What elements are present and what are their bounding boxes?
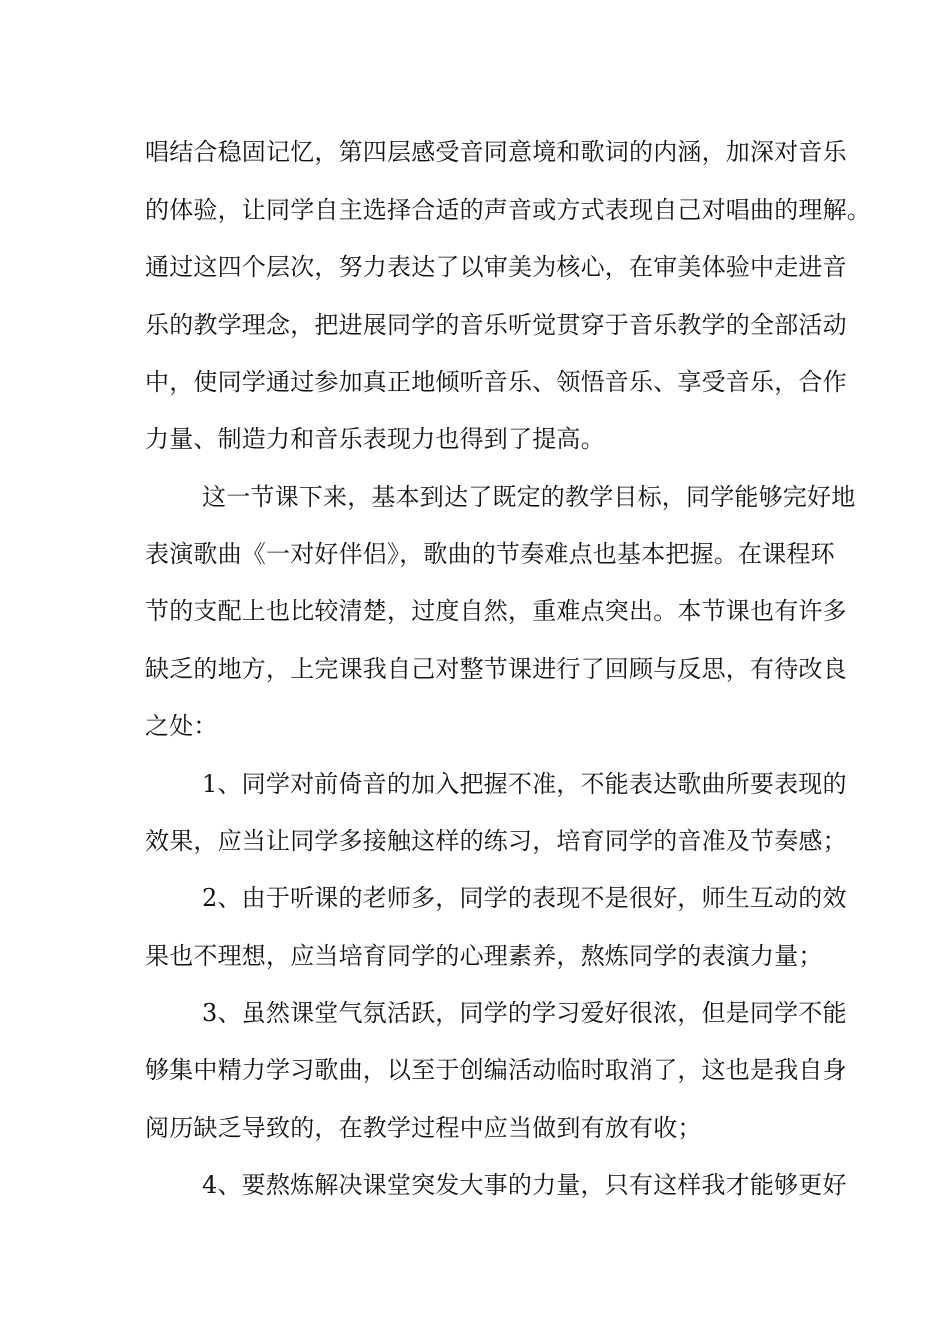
list-item-3-line: 阅历缺乏导致的，在教学过程中应当做到有放有收；	[145, 1114, 702, 1142]
paragraph-line: 之处：	[145, 712, 218, 740]
paragraph-line: 中，使同学通过参加真正地倾听音乐、领悟音乐、享受音乐，合作	[145, 368, 847, 396]
list-item-3-line: 3、虽然课堂气氛活跃，同学的学习爱好很浓，但是同学不能	[202, 999, 847, 1027]
paragraph-line: 力量、制造力和音乐表现力也得到了提高。	[145, 425, 605, 453]
paragraph-line: 这一节课下来，基本到达了既定的教学目标，同学能够完好地	[202, 483, 856, 511]
paragraph-line: 唱结合稳固记忆，第四层感受音同意境和歌词的内涵，加深对音乐	[145, 138, 847, 166]
list-item-4-line: 4、要熬炼解决课堂突发大事的力量，只有这样我才能够更好	[202, 1171, 847, 1199]
paragraph-line: 乐的教学理念，把进展同学的音乐听觉贯穿于音乐教学的全部活动	[145, 311, 847, 339]
list-item-2-line: 2、由于听课的老师多，同学的表现不是很好，师生互动的效	[202, 884, 847, 912]
list-item-1-line: 1、同学对前倚音的加入把握不准，不能表达歌曲所要表现的	[202, 770, 847, 798]
list-item-3-line: 够集中精力学习歌曲，以至于创编活动临时取消了，这也是我自身	[145, 1056, 847, 1084]
list-item-1-line: 效果，应当让同学多接触这样的练习，培育同学的音准及节奏感；	[145, 827, 847, 855]
paragraph-line: 缺乏的地方，上完课我自己对整节课进行了回顾与反思，有待改良	[145, 655, 847, 683]
paragraph-line: 的体验，让同学自主选择合适的声音或方式表现自己对唱曲的理解。	[145, 196, 871, 224]
paragraph-line: 表演歌曲《一对好伴侣》，歌曲的节奏难点也基本把握。在课程环	[145, 540, 835, 568]
paragraph-line: 节的支配上也比较清楚，过度自然，重难点突出。本节课也有许多	[145, 597, 847, 625]
paragraph-line: 通过这四个层次，努力表达了以审美为核心，在审美体验中走进音	[145, 253, 847, 281]
list-item-2-line: 果也不理想，应当培育同学的心理素养，熬炼同学的表演力量；	[145, 942, 823, 970]
